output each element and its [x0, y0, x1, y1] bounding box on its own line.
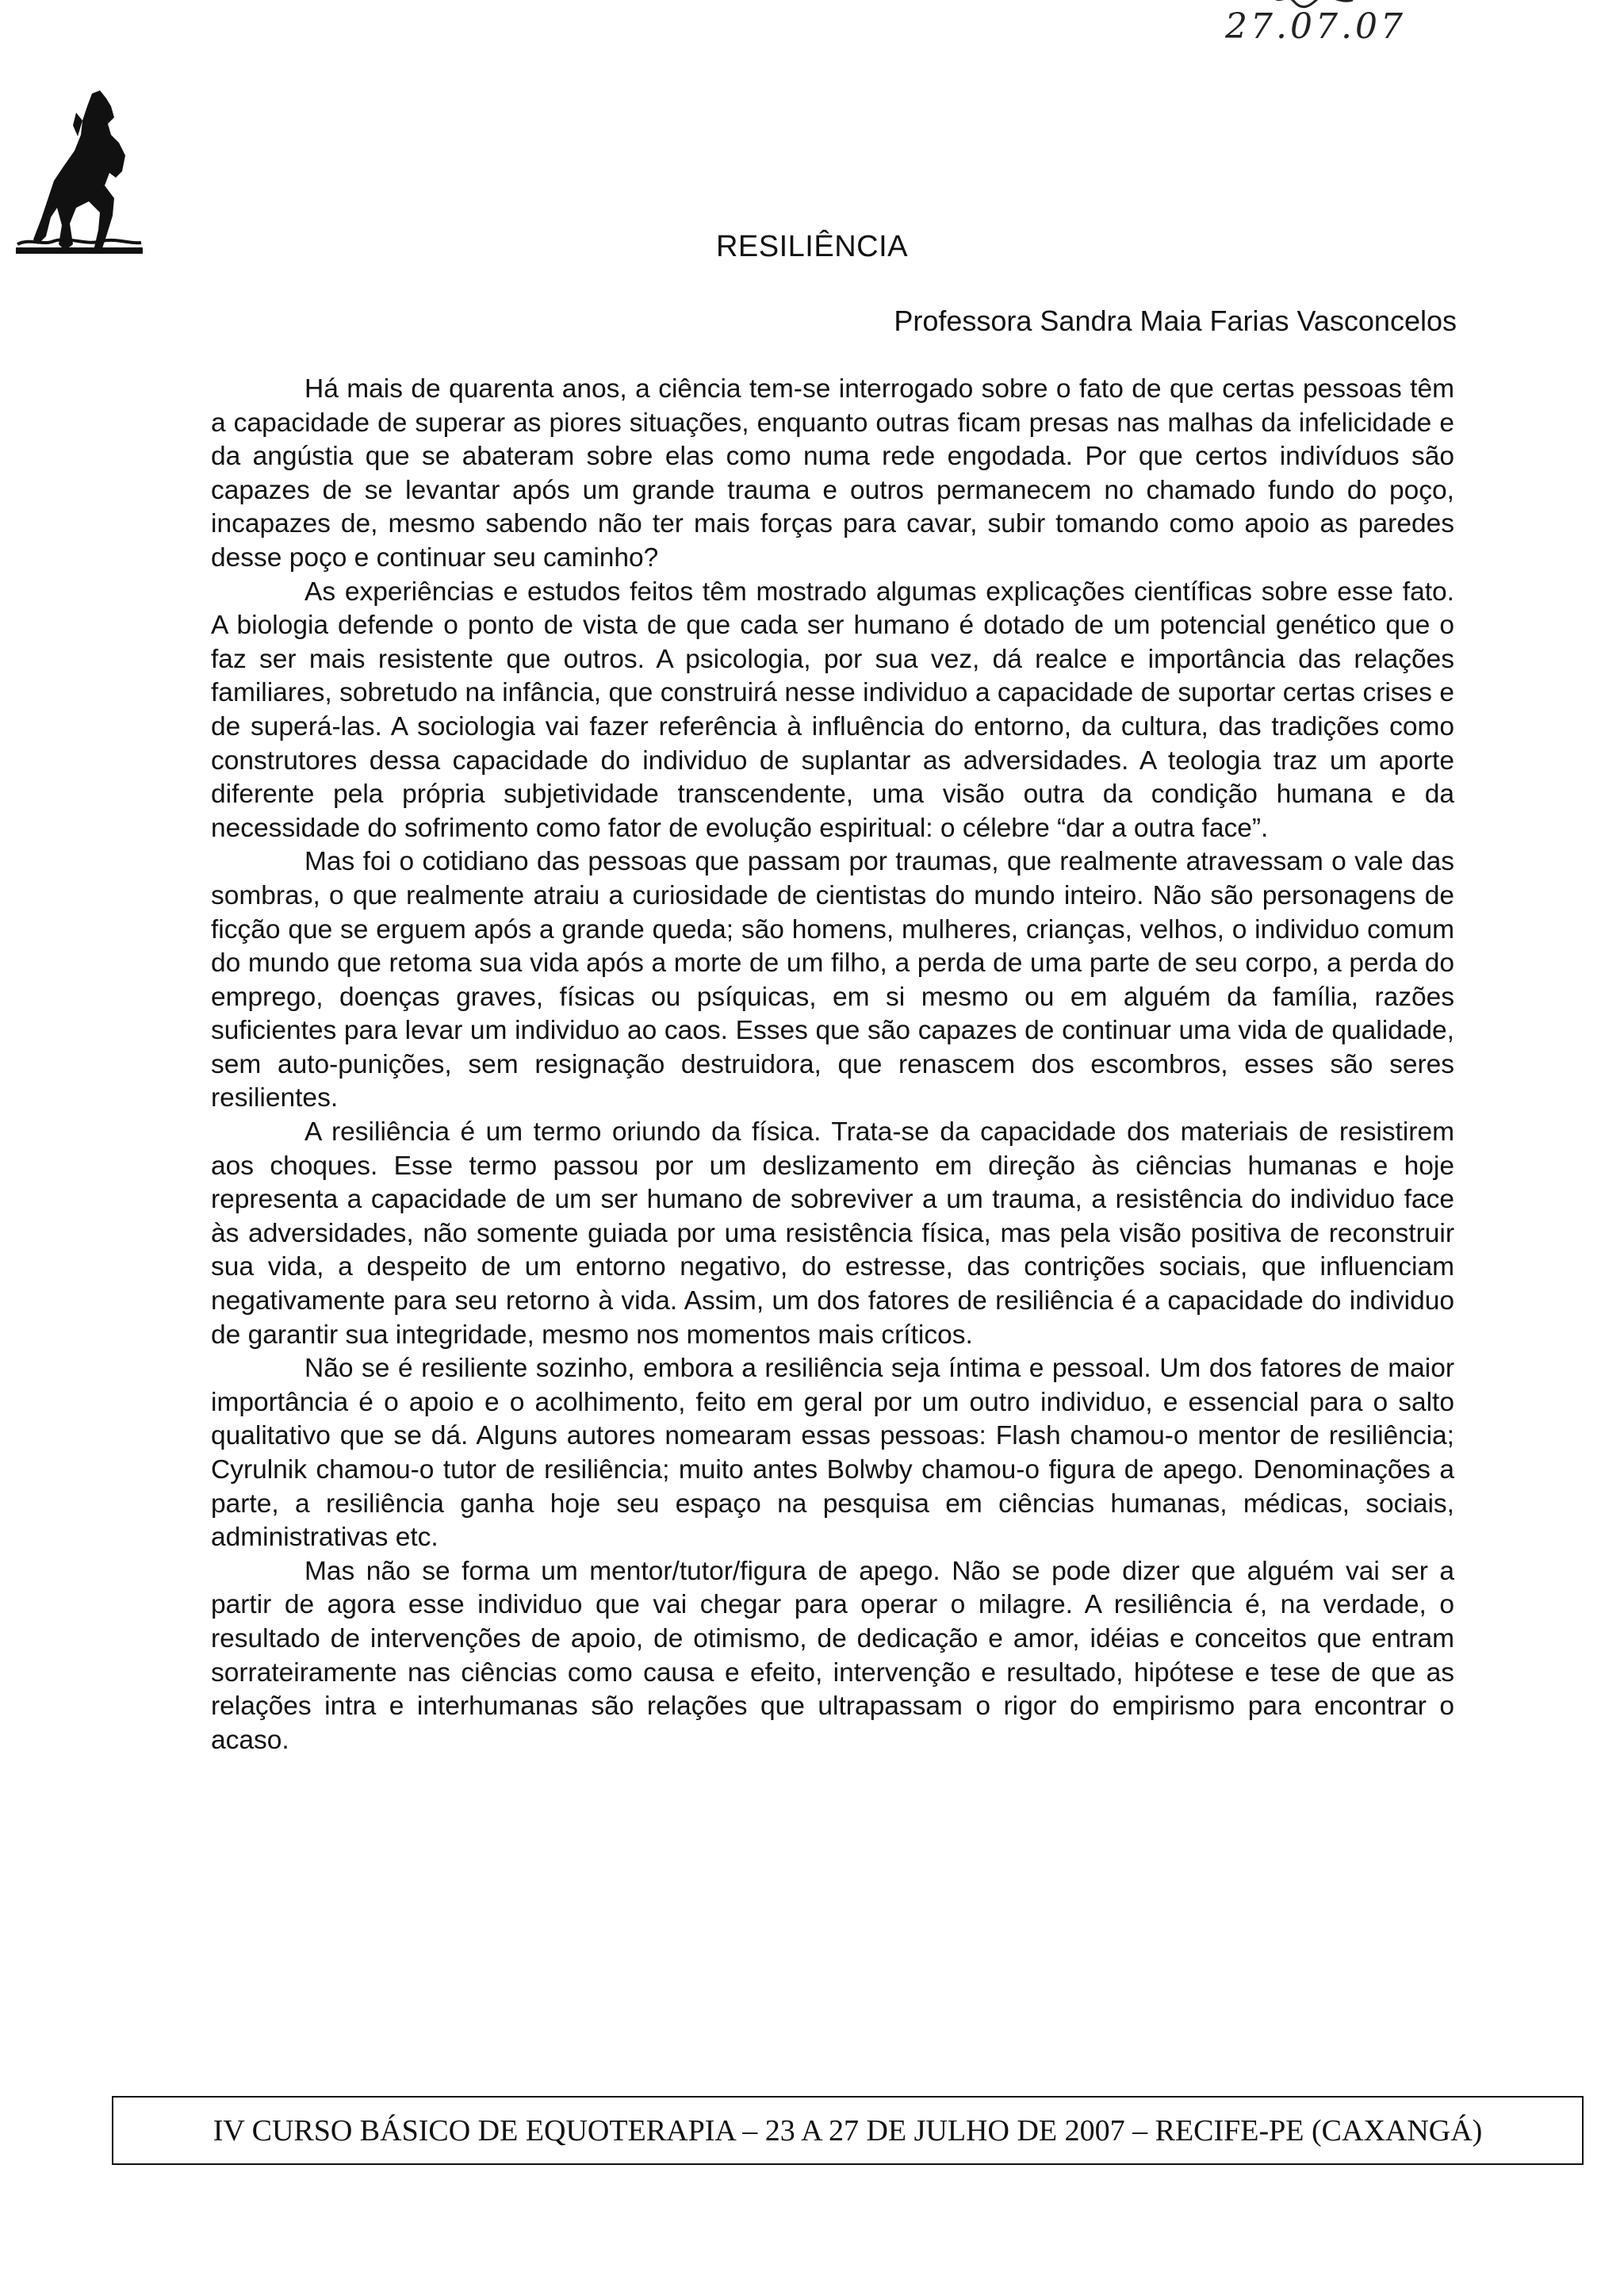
article-body [211, 373, 1454, 1757]
paragraph: Há mais de quarenta anos, a ciência tem-se interrogado sobre o fato de que certas pessoas têm a capacidade de superar as piores situações, enquanto outras ficam presas nas malhas da infelicidade e da angústia que se abateram sobre elas como numa rede engodada. Por que certos indivíduos são capazes de se levantar após um grande trauma e outros permanecem no chamado fundo do poço, incapazes de, mesmo sabendo não ter mais forças para cavar, subir tomando como apoio as paredes desse poço e continuar seu caminho? [211, 374, 1454, 573]
footer-course-text: IV CURSO BÁSICO DE EQUOTERAPIA – 23 A 27 DE JULHO DE 2007 – RECIFE-PE (CAXANGÁ) [213, 2113, 1483, 2147]
paragraph: Mas não se forma um mentor/tutor/figura de apego. Não se pode dizer que alguém vai ser a partir de agora esse individuo que vai chegar para operar o milagre. A resiliência é, na verdade, o resultado de intervenções de apoio, de otimismo, de dedicação e amor, idéias e conceitos que entram sorrateiramente nas ciências como causa e efeito, intervenção e resultado, hipótese e tese de que as relações intra e interhumanas são relações que ultrapassam o rigor do empirismo para encontrar o acaso. [211, 1556, 1454, 1755]
paragraph: Mas foi o cotidiano das pessoas que passam por traumas, que realmente atravessam o vale das sombras, o que realmente atraiu a curiosidade de cientistas do mundo inteiro. Não são personagens de ficção que se erguem após a grande queda; são homens, mulheres, crianças, velhos, o individuo comum do mundo que retoma sua vida após a morte de um filho, a perda de uma parte de seu corpo, a perda do emprego, doenças graves, físicas ou psíquicas, em si mesmo ou em alguém da família, razões suficientes para levar um individuo ao caos. Esses que são capazes de continuar uma vida de qualidade, sem auto-punições, sem resignação destruidora, que renascem dos escombros, esses são seres resilientes. [211, 847, 1454, 1113]
author-line: Professora Sandra Maia Farias Vasconcelos [894, 305, 1457, 337]
paragraph: Não se é resiliente sozinho, embora a resiliência seja íntima e pessoal. Um dos fatores de maior importância é o apoio e o acolhimento, feito em geral por um outro individuo, e essencial para o salto qualitativo que se dá. Alguns autores nomearam essas pessoas: Flash chamou-o mentor de resiliência; Cyrulnik chamou-o tutor de resiliência; muito antes Bolwby chamou-o figura de apego. Denominações a parte, a resiliência ganha hoje seu espaço na pesquisa em ciências humanas, médicas, sociais, administrativas etc. [211, 1354, 1454, 1553]
handwritten-date: 27.07.07 [1225, 6, 1406, 47]
paragraph: As experiências e estudos feitos têm mostrado algumas explicações científicas sobre esse fato. A biologia defende o ponto de vista de que cada ser humano é dotado de um potencial genético que o faz ser mais resistente que outros. A psicologia, por sua vez, dá realce e importância das relações familiares, sobretudo na infância, que construirá nesse individuo a capacidade de suportar certas crises e de superá-las. A sociologia vai fazer referência à influência do entorno, da cultura, das tradições como construtores dessa capacidade do individuo de suplantar as adversidades. A teologia traz um aporte diferente pela própria subjetividade transcendente, uma visão outra da condição humana e da necessidade do sofrimento como fator de evolução espiritual: o célebre “dar a outra face”. [211, 577, 1454, 843]
paragraph: A resiliência é um termo oriundo da física. Trata-se da capacidade dos materiais de resistirem aos choques. Esse termo passou por um deslizamento em direção às ciências humanas e hoje representa a capacidade de um ser humano de sobreviver a um trauma, a resistência do individuo face às adversidades, não somente guiada por uma resistência física, mas pela visão positiva de reconstruir sua vida, a despeito de um entorno negativo, do estresse, das contrições sociais, que influenciam negativamente para seu retorno à vida. Assim, um dos fatores de resiliência é a capacidade do individuo de garantir sua integridade, mesmo nos momentos mais críticos. [211, 1117, 1454, 1350]
document-title: RESILIÊNCIA [715, 230, 909, 263]
footer-course-box [112, 2096, 1584, 2165]
